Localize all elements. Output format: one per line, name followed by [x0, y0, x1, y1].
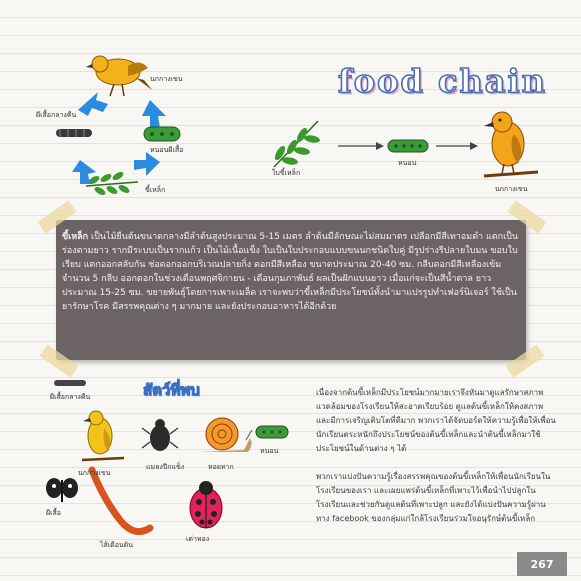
page-number: 267	[517, 552, 567, 576]
animal-label-bird: นกกางเขน	[78, 469, 111, 477]
animal-beetle-icon	[142, 419, 178, 451]
cycle-label-caterpillar: หนอนผีเสื้อ	[150, 146, 184, 154]
cycle-label-plant: ขี้เหล็ก	[145, 186, 166, 194]
animal-label-snail: หอยทาก	[208, 463, 234, 471]
animal-label-worm: ไส้เดือนดิน	[100, 541, 134, 549]
food-chain-title: food chain	[338, 62, 547, 100]
cycle-label-moth: ผีเสื้อกลางคืน	[36, 111, 77, 119]
description-body: เป็นไม้ยืนต้นขนาดกลางมีลำต้นสูงประมาณ 5-15 เมตร ลำต้นมีลักษณะไม่สมมาตร เปลือกมีสีเทาอมดำ แตกเป็นร่องตามยาว รากมีระบบเป็นรากแก้ว เป็นไม้เนื้อแข็ง ใบเป็นใบประกอบแบบขนนกชนิดใบคู่ มีรูปร่างรีปลายใบมน ขอบใบเรียบ แตกออกสลับกัน ช่อดอกออกบริเวณปลายกิ่ง ดอกมีสีเหลือง ขนาดประมาณ 20-40 ซม. กลีบดอกมีสีเหลืองเข้ม จำนวน 5 กลีบ ออกดอกในช่วงเดือนพฤศจิกายน - เดือนกุมภาพันธ์ ผลเป็นฝักแบนยาว เมื่อแก่จะเป็นสีน้ำตาล ยาวประมาณ 15-25 ซม. ขยายพันธุ์โดยการเพาะเมล็ด เราจะพบว่าขี้เหล็กมีประโยชน์ทั้งนำมาแปรรูปทำเฟอร์นิเจอร์ ใช้เป็นยารักษาโรค มีสรรพคุณต่าง ๆ มากมาย และยังประกอบอาหารได้อีกด้วย	[62, 232, 519, 312]
side-paragraph-2: พวกเราแบ่งปันความรู้เรื่องสรรพคุณของต้นขี้เหล็กให้เพื่อนนักเรียนในโรงเรียนของเรา และเผยแพร่ต้นขี้เหล็กที่เพาะไว้เพื่อนำไปปลูกในโรงเรียนและช่วยกันดูแลต้นที่เพาะปลูก และยังได้แบ่งปันความรู้ผ่านทาง facebook ของกลุ่มแก่ใกล้โรงเรียนร่วมใจอนุรักษ์ต้นขี้เหล็ก	[316, 472, 551, 523]
animal-label-moth: ผีเสื้อกลางคืน	[50, 393, 91, 401]
animal-moth-icon	[54, 380, 86, 386]
side-paragraph-1: เนื่องจากต้นขี้เหล็กมีประโยชน์มากมายเราจึงหันมาดูแลรักษาสภาพแวดล้อมของโรงเรียนให้สะอาดเรียบร้อย ดูแลต้นขี้เหล็กให้คงสภาพและมีการเจริญเติบโตที่ดีมาก พวกเราได้จัดบอร์ดให้ความรู้เพื่อให้เพื่อนนักเรียนตระหนักถึงประโยชน์ของต้นขี้เหล็กและนำต้นขี้เหล็กมาใช้ประโยชน์ในด้านต่าง ๆ ได้	[316, 388, 556, 453]
animal-label-butterfly: ผีเสื้อ	[46, 509, 61, 517]
description-heading: ขี้เหล็ก	[62, 232, 89, 242]
animal-label-caterpillar: หนอน	[260, 447, 279, 455]
animal-butterfly-icon	[46, 478, 78, 502]
chain-label-bird: นกกางเขน	[495, 185, 528, 193]
animal-label-beetle: แมลงปีกแข็ง	[146, 463, 185, 471]
animal-label-ladybug: เต่าทอง	[186, 535, 210, 543]
animal-caterpillar-icon	[256, 426, 288, 438]
chain-label-caterpillar: หนอน	[398, 159, 417, 167]
cycle-label-bird: นกกางเขน	[150, 75, 183, 83]
chain-label-plant: ใบขี้เหล็ก	[272, 169, 301, 177]
animal-bird-icon	[82, 411, 124, 460]
animals-title: สัตว์ที่พบ	[143, 381, 200, 399]
animal-snail-icon	[200, 418, 252, 452]
animal-ladybug-icon	[190, 481, 222, 528]
animal-worm-icon	[92, 470, 150, 532]
